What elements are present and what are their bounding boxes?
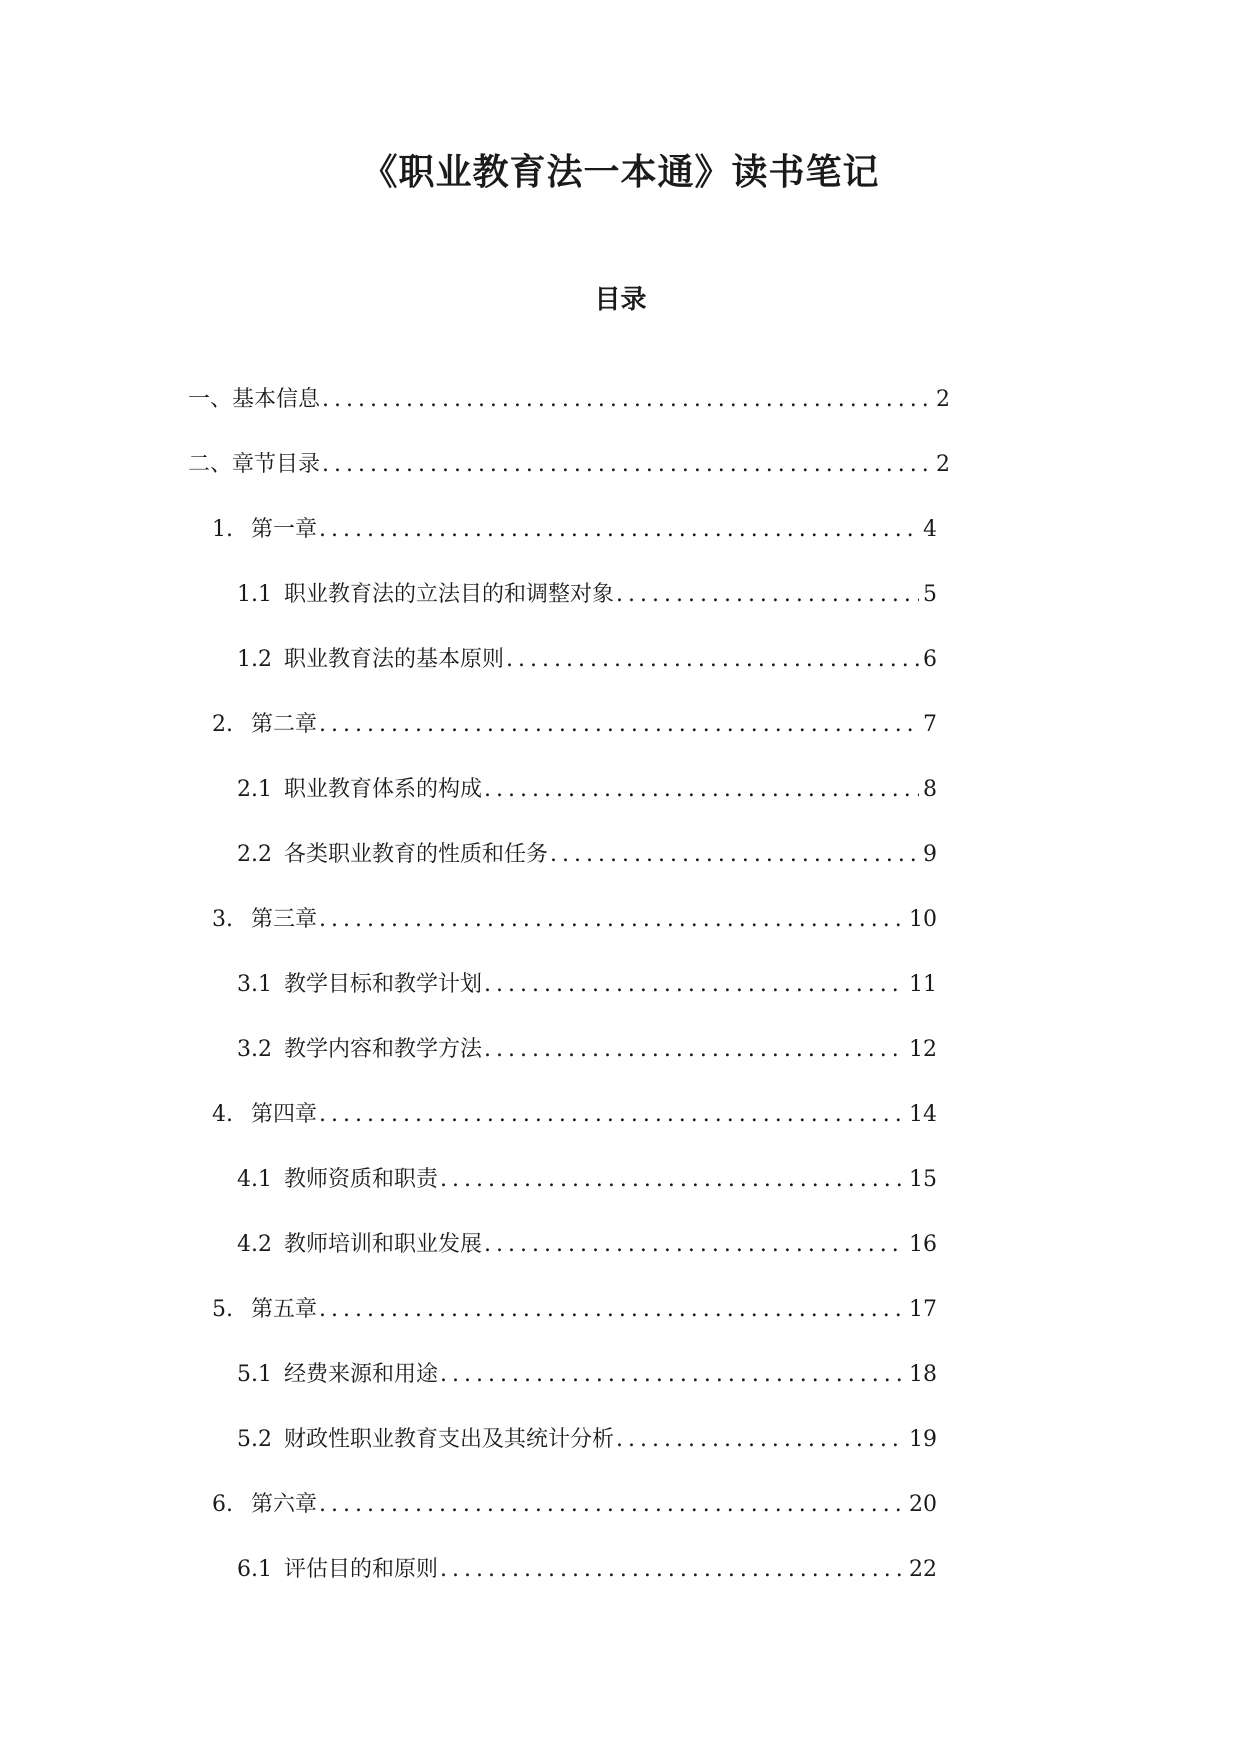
toc-entry[interactable] bbox=[237, 837, 937, 873]
toc-entry-number: 1. bbox=[212, 517, 233, 542]
toc-entry-page: 2 bbox=[936, 452, 950, 477]
toc-entry[interactable] bbox=[237, 577, 937, 613]
toc-entry[interactable] bbox=[237, 1162, 937, 1198]
toc-entry-number: 5. bbox=[212, 1297, 233, 1322]
toc-entry-title: 第二章 bbox=[251, 712, 318, 737]
toc-entry-page: 22 bbox=[909, 1557, 937, 1582]
toc-entry-number: 5.2 bbox=[237, 1427, 272, 1452]
toc-entry[interactable] bbox=[237, 1227, 937, 1263]
toc-dot-leader bbox=[319, 512, 919, 548]
toc-entry[interactable] bbox=[212, 1292, 937, 1328]
toc-dot-leader bbox=[440, 1552, 905, 1588]
toc-entry-page: 20 bbox=[909, 1492, 937, 1517]
toc-entry-number: 4. bbox=[212, 1102, 233, 1127]
toc-dot-leader bbox=[506, 642, 919, 678]
toc-entry-number: 二、 bbox=[188, 452, 233, 477]
toc-dot-leader bbox=[319, 1097, 905, 1133]
toc-entry[interactable] bbox=[237, 1552, 937, 1588]
toc-entry[interactable] bbox=[188, 447, 950, 483]
toc-entry-number: 4.2 bbox=[237, 1232, 272, 1257]
toc-entry-title: 教学内容和教学方法 bbox=[284, 1037, 483, 1062]
toc-dot-leader bbox=[322, 447, 932, 483]
toc-dot-leader bbox=[616, 577, 919, 613]
toc-entry-title: 各类职业教育的性质和任务 bbox=[284, 842, 549, 867]
toc-entry[interactable] bbox=[212, 1487, 937, 1523]
toc-entry[interactable] bbox=[237, 967, 937, 1003]
toc-entry-page: 16 bbox=[909, 1232, 937, 1257]
toc-entry[interactable] bbox=[237, 1357, 937, 1393]
toc-dot-leader bbox=[322, 382, 932, 418]
toc-dot-leader bbox=[484, 772, 919, 808]
toc-entry-number: 3.2 bbox=[237, 1037, 272, 1062]
toc-entry[interactable] bbox=[237, 1032, 937, 1068]
toc-entry-title: 经费来源和用途 bbox=[284, 1362, 439, 1387]
toc-entry-page: 10 bbox=[909, 907, 937, 932]
toc-entry-page: 18 bbox=[909, 1362, 937, 1387]
toc-entry-page: 2 bbox=[936, 387, 950, 412]
toc-entry[interactable] bbox=[237, 772, 937, 808]
toc-entry-page: 6 bbox=[923, 647, 937, 672]
toc-dot-leader bbox=[484, 967, 905, 1003]
toc-entry-title: 职业教育法的立法目的和调整对象 bbox=[284, 582, 615, 607]
toc-dot-leader bbox=[319, 902, 905, 938]
toc-entry-title: 财政性职业教育支出及其统计分析 bbox=[284, 1427, 615, 1452]
toc-entry-title: 基本信息 bbox=[232, 387, 321, 412]
toc-entry-number: 5.1 bbox=[237, 1362, 272, 1387]
toc-entry-number: 4.1 bbox=[237, 1167, 272, 1192]
toc-entry-title: 第三章 bbox=[251, 907, 318, 932]
toc-entry-title: 第四章 bbox=[251, 1102, 318, 1127]
toc-dot-leader bbox=[550, 837, 919, 873]
toc-entry[interactable] bbox=[212, 1097, 937, 1133]
toc-dot-leader bbox=[484, 1227, 905, 1263]
toc-entry-title: 章节目录 bbox=[232, 452, 321, 477]
toc-dot-leader bbox=[319, 1487, 905, 1523]
toc-entry-number: 2.1 bbox=[237, 777, 272, 802]
toc-dot-leader bbox=[319, 1292, 905, 1328]
toc-entry[interactable] bbox=[188, 382, 950, 418]
toc-entry[interactable] bbox=[212, 902, 937, 938]
toc-dot-leader bbox=[319, 707, 919, 743]
toc-heading: 目录 bbox=[594, 285, 647, 315]
toc-entry-page: 8 bbox=[923, 777, 937, 802]
toc-entry-title: 职业教育体系的构成 bbox=[284, 777, 483, 802]
toc-entry-number: 1.1 bbox=[237, 582, 272, 607]
page-title: 《职业教育法一本通》读书笔记 bbox=[361, 152, 880, 193]
toc-entry-title: 教师培训和职业发展 bbox=[284, 1232, 483, 1257]
toc-entry-number: 2. bbox=[212, 712, 233, 737]
toc-entry-page: 12 bbox=[909, 1037, 937, 1062]
toc-entry-title: 第六章 bbox=[251, 1492, 318, 1517]
toc-entry-title: 职业教育法的基本原则 bbox=[284, 647, 505, 672]
toc-entry-page: 7 bbox=[923, 712, 937, 737]
toc-entry-page: 4 bbox=[923, 517, 937, 542]
toc-dot-leader bbox=[440, 1162, 905, 1198]
toc-entry-title: 教师资质和职责 bbox=[284, 1167, 439, 1192]
toc-entry-number: 3.1 bbox=[237, 972, 272, 997]
toc-entry-page: 15 bbox=[909, 1167, 937, 1192]
toc-entry-page: 19 bbox=[909, 1427, 937, 1452]
toc-entry-title: 评估目的和原则 bbox=[284, 1557, 439, 1582]
toc-entry-number: 6.1 bbox=[237, 1557, 272, 1582]
toc-entry-number: 6. bbox=[212, 1492, 233, 1517]
toc-entry-title: 教学目标和教学计划 bbox=[284, 972, 483, 997]
toc-entry[interactable] bbox=[212, 707, 937, 743]
toc-entry-page: 5 bbox=[923, 582, 937, 607]
toc-entry[interactable] bbox=[237, 1422, 937, 1458]
toc-dot-leader bbox=[616, 1422, 905, 1458]
toc-entry-title: 第一章 bbox=[251, 517, 318, 542]
toc-entry-number: 3. bbox=[212, 907, 233, 932]
toc-entry-title: 第五章 bbox=[251, 1297, 318, 1322]
toc-entry-page: 14 bbox=[909, 1102, 937, 1127]
toc-entry-number: 1.2 bbox=[237, 647, 272, 672]
toc-dot-leader bbox=[440, 1357, 905, 1393]
toc-entry[interactable] bbox=[237, 642, 937, 678]
toc-entry-number: 一、 bbox=[188, 387, 233, 412]
toc-dot-leader bbox=[484, 1032, 905, 1068]
toc-entry-number: 2.2 bbox=[237, 842, 272, 867]
toc-entry-page: 11 bbox=[909, 972, 937, 997]
toc-entry-page: 17 bbox=[909, 1297, 937, 1322]
toc-entry[interactable] bbox=[212, 512, 937, 548]
toc-entry-page: 9 bbox=[923, 842, 937, 867]
